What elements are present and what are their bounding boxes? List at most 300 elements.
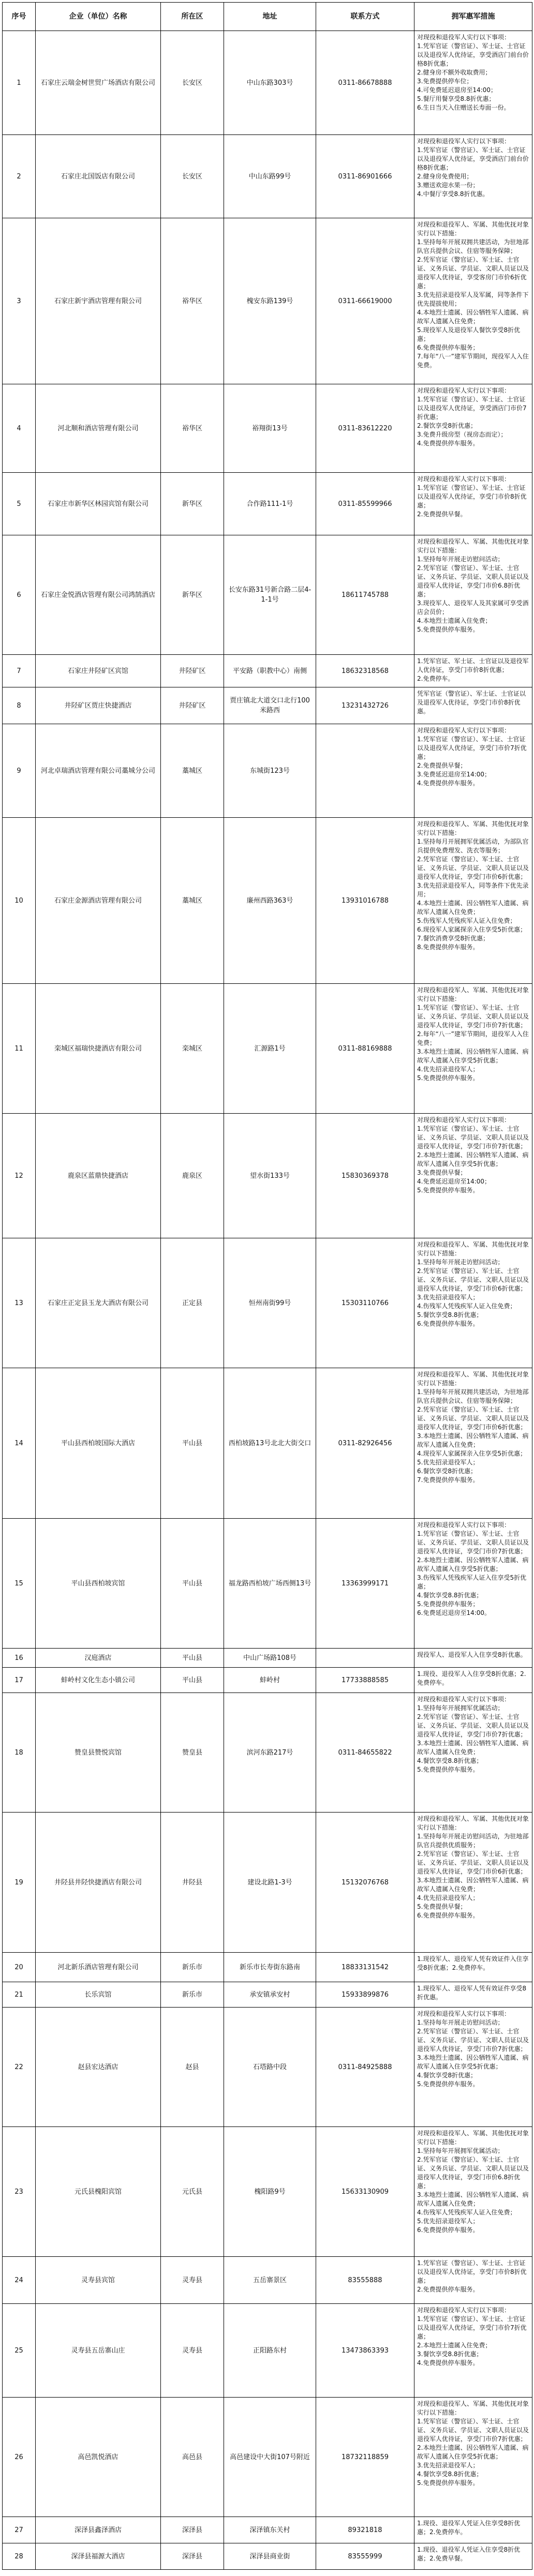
measure-item: 对现役和退役军人实行以下事项： (417, 1696, 511, 1703)
company-name: 平山县西柏坡宾馆 (71, 1579, 125, 1587)
contact-phone: 13473863393 (342, 2346, 389, 2355)
measure-item: 4.免费提供停车服务。 (417, 780, 479, 787)
measures-cell (414, 2127, 532, 2257)
measure-item: 1.凭军官证（警官证）、军士证、士官证、义务兵证、学员证、文职人员证以及退役军人优待证，享受门市价7折优惠； (417, 2418, 529, 2443)
measure-item: 1.坚持每年开展拥军优属活动； (417, 2147, 504, 2154)
measure-item: 3.优先招录退役军人； (417, 2462, 479, 2469)
measure-item: 4.免费提供停车服务。 (417, 440, 479, 447)
row-number-cell (3, 1519, 36, 1649)
measure-item: 3.免费延迟退房至14:00； (417, 771, 491, 778)
address-cell (224, 2257, 316, 2304)
row-number: 20 (14, 1963, 23, 1971)
district: 裕华区 (182, 297, 202, 305)
table-row (3, 984, 532, 1114)
contact-phone-cell (316, 1114, 414, 1238)
company-name-cell (36, 2304, 161, 2398)
district: 新乐市 (182, 1990, 202, 1999)
table-row (3, 687, 532, 724)
measure-item: 5.免费提供停车服务。 (417, 2080, 479, 2088)
measures-cell (414, 535, 532, 655)
contact-phone-cell (316, 2127, 414, 2257)
table-row (3, 2127, 532, 2257)
measure-item: 4.本地烈士遗属、因公牺牲军人遗属、病故军人遗属入住免费； (417, 309, 529, 325)
district-cell (161, 384, 224, 473)
measure-item: 3.免费提供停车位； (417, 78, 473, 85)
measures-cell (414, 2008, 532, 2127)
measure-item: 4.餐饮享受8折优惠； (417, 2072, 477, 2079)
measure-item: 3.本地烈士遗属、因公牺牲军人遗属、病故军人遗属入住免费； (417, 1432, 529, 1448)
row-number-cell (3, 655, 36, 687)
measures-list (414, 384, 532, 472)
measure-item: 4.现役军人家属探亲入住享受5折优惠； (417, 1450, 527, 1457)
address: 廉州西路363号 (246, 896, 293, 905)
measures-cell (414, 1649, 532, 1668)
address-cell (224, 724, 316, 818)
measures-list (414, 1982, 532, 2007)
measures-cell (414, 1813, 532, 1953)
address: 石塔路中段 (253, 2063, 287, 2071)
measures-list (414, 2543, 532, 2569)
address: 高邑建设中大街107号附近 (230, 2453, 310, 2461)
measure-item: 凭军官证（警官证）、军士证、士官证以及退役军人优待证，享受门市价8折优惠。 (417, 690, 526, 715)
measure-item: 5.免费提供停车服务。 (417, 2479, 479, 2487)
measure-item: 4.餐饮享受8.8折优惠； (417, 1592, 483, 1599)
table-header (3, 3, 532, 31)
measure-item: 对现役和退役军人、军属、其他优抚对象实行以下措施： (417, 2400, 529, 2416)
address-cell (224, 218, 316, 384)
address-cell (224, 655, 316, 687)
measures-cell (414, 135, 532, 218)
company-name-cell (36, 818, 161, 984)
measure-item: 6.现役军人家属探亲入住享受5折优惠； (417, 926, 527, 933)
address: 望水街133号 (250, 1172, 290, 1180)
contact-phone: 18732118859 (342, 2453, 389, 2461)
table-row (3, 1953, 532, 1982)
address-cell (224, 135, 316, 218)
address: 汇源路1号 (254, 1044, 286, 1053)
measure-item: 对现役和退役军人实行以下事项： (417, 727, 511, 734)
contact-phone: 15633130909 (342, 2188, 389, 2196)
district: 井陉矿区 (179, 667, 206, 675)
row-number: 7 (17, 667, 21, 675)
measures-cell (414, 655, 532, 687)
measure-item: 对现役和退役军人实行以下事项： (417, 475, 511, 483)
company-name-cell (36, 1982, 161, 2008)
measures-cell (414, 818, 532, 984)
row-number: 12 (14, 1172, 23, 1180)
header-company-cell (36, 3, 161, 31)
address: 恒州南街99号 (248, 1299, 291, 1307)
measures-cell (414, 1953, 532, 1982)
measure-item: 1.现役、退役军人入住享受8折优惠；2.免费停车。 (417, 1670, 526, 1686)
measures-list (414, 1953, 532, 1982)
measures-list (414, 31, 532, 134)
measures-list (414, 1693, 532, 1812)
measures-list (414, 2304, 532, 2397)
table-row (3, 2398, 532, 2517)
measures-cell (414, 1519, 532, 1649)
district-cell (161, 655, 224, 687)
measures-cell (414, 1982, 532, 2008)
measure-item: 对现役和退役军人实行以下事项： (417, 2307, 511, 2314)
measure-item: 1.坚持每月开展拥军优属活动，为部队官兵提供免费理发、洗衣等服务； (417, 838, 529, 854)
district-cell (161, 218, 224, 384)
measures-cell (414, 2398, 532, 2517)
measures-list (414, 655, 532, 687)
measure-item: 3.免费提供早餐； (417, 1169, 467, 1176)
row-number: 24 (14, 2276, 23, 2284)
contact-phone-cell (316, 1649, 414, 1668)
measure-item: 2.凭军官证（警官证）、军士证、士官证、义务兵证、学员证、文职人员证以及退役军人优待证，享受门市价7折优惠； (417, 2028, 529, 2053)
measure-item: 3.伤残军人凭残疾军人证入住享受5折优惠； (417, 1574, 527, 1590)
company-name-cell (36, 2257, 161, 2304)
district-cell (161, 1982, 224, 2008)
measure-item: 4.优先招录退役军人； (417, 1894, 479, 1901)
company-name-cell (36, 31, 161, 135)
address: 福龙路西柏坡广场西侧13号 (228, 1579, 312, 1587)
measure-item: 1.坚持每年开展双拥共建活动，为驻地部队官兵提供会议、住宿等服务保障； (417, 1388, 529, 1404)
row-number: 23 (14, 2188, 23, 2196)
measure-item: 2.凭军官证（警官证）、军士证、士官证、义务兵证、学员证、文职人员证以及退役军人优待证，享受门市价6折优惠； (417, 1406, 529, 1431)
measure-item: 2.凭军官证（警官证）、军士证、士官证、义务兵证、学员证、文职人员证以及退役军人优待证，享受门市价6.8折优惠； (417, 2156, 529, 2190)
company-name: 石家庄正定县玉龙大酒店有限公司 (47, 1299, 149, 1307)
address: 西柏坡路13号北北大街交口 (228, 1439, 312, 1447)
measure-item: 1.坚持每年开展走访慰问活动； (417, 556, 504, 563)
address-cell (224, 1693, 316, 1813)
measure-item: 2.凭军官证（警官证）、军士证、士官证、义务兵证、学员证、文职人员证以及退役军人优待证，享受客房门市价6折优惠； (417, 256, 529, 290)
address-cell (224, 2008, 316, 2127)
company-name-cell (36, 687, 161, 724)
measure-item: 2.本地烈士遗属、因公牺牲军人遗属、病故军人遗属入住享受5折优惠； (417, 1556, 529, 1572)
measures-cell (414, 473, 532, 535)
district: 灵寿县 (182, 2276, 202, 2284)
header-contact: 联系方式 (350, 12, 380, 21)
address: 深泽镇东关村 (249, 2526, 290, 2534)
measure-item: 5.餐厅用餐享受8.8折优惠； (417, 95, 495, 102)
measure-item: 6.生日当天入住赠送长寿面一份。 (417, 104, 510, 111)
measure-item: 5.免费提供停车服务。 (417, 1766, 479, 1773)
district-cell (161, 724, 224, 818)
row-number: 6 (17, 591, 21, 599)
measure-item: 4.本地烈士遗属入住免费； (417, 617, 492, 624)
measures-list (414, 135, 532, 218)
address-cell (224, 1114, 316, 1238)
district: 高邑县 (182, 2453, 202, 2461)
measure-item: 5.免费提供早餐； (417, 1903, 467, 1910)
contact-phone: 15303110766 (342, 1299, 389, 1307)
company-name: 河北顺和酒店管理有限公司 (57, 424, 139, 432)
company-name-cell (36, 1693, 161, 1813)
measure-item: 对现役和退役军人、军属、其他优抚对象实行以下措施： (417, 1241, 529, 1257)
row-number-cell (3, 2304, 36, 2398)
district-cell (161, 2543, 224, 2570)
address-cell (224, 2517, 316, 2543)
company-name-cell (36, 1668, 161, 1693)
district-cell (161, 535, 224, 655)
measure-item: 1.凭军官证（警官证）、军士证、士官证、义务兵证、学员证、文职人员证以及退役军人优待证，享受门市价7折优惠； (417, 1125, 529, 1150)
row-number: 26 (14, 2453, 23, 2461)
measure-item: 现役军人、退役军人入住享受8折优惠。 (417, 1651, 527, 1658)
company-name-cell (36, 384, 161, 473)
measure-item: 3.本地烈士遗属、因公牺牲军人遗属、病故军人遗属入住免费； (417, 1740, 529, 1756)
measure-item: 1.现役军人、退役军人凭有效证件入住享受8折优惠；2.免费停车。 (417, 1955, 529, 1971)
contact-phone: 17733888585 (342, 1676, 389, 1684)
table-row (3, 1668, 532, 1693)
row-number-cell (3, 1114, 36, 1238)
address: 滨河东路217号 (246, 1748, 293, 1757)
row-number: 19 (14, 1878, 23, 1886)
address: 槐阳路9号 (254, 2188, 286, 2196)
measure-item: 6.免费提供停车服务。 (417, 1912, 479, 1919)
measure-item: 2.凭军官证（警官证）、军士证、士官证、义务兵证、学员证、文职人员证以及退役军人优待证，享受门市价7折优惠； (417, 1713, 529, 1738)
row-number-cell (3, 1693, 36, 1813)
row-number: 3 (17, 297, 21, 305)
row-number: 14 (14, 1439, 23, 1447)
header-district: 所在区 (181, 12, 203, 21)
measures-cell (414, 1368, 532, 1519)
district-cell (161, 2257, 224, 2304)
district-cell (161, 473, 224, 535)
district: 新乐市 (182, 1963, 202, 1971)
table-row (3, 2257, 532, 2304)
measure-item: 4.本地烈士遗属、因公牺牲军人遗属、病故军人遗属入住免费； (417, 900, 529, 916)
company-name: 平山县西柏坡国际大酒店 (61, 1439, 135, 1447)
table-row (3, 31, 532, 135)
contact-phone: 0311-66619000 (338, 297, 392, 305)
district-cell (161, 2008, 224, 2127)
district-cell (161, 1668, 224, 1693)
address-cell (224, 1813, 316, 1953)
district-cell (161, 2398, 224, 2517)
measure-item: 1.凭军官证（警官证）、军士证、士官证以及退役军人优待证，享受门市价8折优惠； (417, 2259, 527, 2284)
header-serial-cell (3, 3, 36, 31)
row-number-cell (3, 1813, 36, 1953)
table-row (3, 1649, 532, 1668)
company-name-cell (36, 1114, 161, 1238)
row-number: 8 (17, 701, 21, 710)
measures-list (414, 1668, 532, 1693)
contact-phone-cell (316, 1813, 414, 1953)
measure-item: 1.凭军官证（警官证）、军士证、士官证以及退役军人优待证，享受酒店门前台价格8折优惠； (417, 146, 529, 171)
measures-list (414, 473, 532, 535)
measures-list (414, 2517, 532, 2543)
district-cell (161, 135, 224, 218)
district: 正定县 (182, 1299, 202, 1307)
row-number-cell (3, 818, 36, 984)
district-cell (161, 2304, 224, 2398)
district-cell (161, 984, 224, 1114)
company-name: 赞皇县赞悦宾馆 (74, 1748, 122, 1757)
row-number-cell (3, 1982, 36, 2008)
company-name: 井陉县井陉快捷酒店有限公司 (54, 1878, 142, 1886)
measures-cell (414, 724, 532, 818)
measure-item: 5.免费提供停车服务。 (417, 1074, 479, 1082)
row-number-cell (3, 724, 36, 818)
table-row (3, 724, 532, 818)
company-name: 石家庄金悦酒店管理有限公司鸿鹄酒店 (40, 591, 155, 599)
measures-list (414, 984, 532, 1113)
contact-phone-cell (316, 2257, 414, 2304)
table-row (3, 2304, 532, 2398)
row-number: 9 (17, 767, 21, 775)
row-number: 22 (14, 2063, 23, 2071)
district: 鹿泉区 (182, 1172, 202, 1180)
district: 灵寿县 (182, 2346, 202, 2355)
company-name: 灵寿县五岳寨山庄 (71, 2346, 125, 2355)
company-name: 石家庄市新华区林园宾馆有限公司 (47, 500, 149, 508)
measure-item: 1.现役军人、退役军人凭有效证件享受8折优惠。 (417, 1985, 527, 2001)
measures-cell (414, 1668, 532, 1693)
contact-phone-cell (316, 1668, 414, 1693)
contact-phone: 0311-83612220 (338, 424, 392, 432)
contact-phone: 0311-86901666 (338, 172, 392, 181)
row-number-cell (3, 1649, 36, 1668)
contact-phone-cell (316, 1693, 414, 1813)
measure-item: 2.凭军官证（警官证）、军士证、士官证、义务兵证、学员证、文职人员证以及退役军人优待证，享受门市价6折优惠； (417, 1267, 529, 1292)
measure-item: 2.餐饮享受8折优惠； (417, 422, 477, 429)
row-number-cell (3, 984, 36, 1114)
measure-item: 6.免费延迟退房至14:00。 (417, 1609, 491, 1616)
measures-list (414, 535, 532, 654)
company-name: 深泽县鑫泽酒店 (74, 2526, 122, 2534)
row-number: 5 (17, 500, 21, 508)
measures-cell (414, 1114, 532, 1238)
measures-list (414, 2008, 532, 2126)
measure-item: 6.免费提供停车服务； (417, 344, 479, 351)
contact-phone-cell (316, 818, 414, 984)
measure-item: 2.本地烈士遗属入住免费； (417, 2342, 492, 2349)
measures-list (414, 1114, 532, 1238)
district-cell (161, 818, 224, 984)
row-number-cell (3, 2398, 36, 2517)
measures-cell (414, 2304, 532, 2398)
address: 合作路111-1号 (246, 500, 293, 508)
measures-cell (414, 984, 532, 1114)
measure-item: 1.凭军官证（警官证）、军士证、士官证、义务兵证、学员证、文职人员证以及退役军人优待证，享受门市价7折优惠； (417, 1530, 529, 1555)
measures-list (414, 218, 532, 384)
row-number: 21 (14, 1990, 23, 1999)
measure-item: 2.凭军官证（警官证）、军士证、士官证、义务兵证、学员证、文职人员证以及退役军人优待证，享受门市价6折优惠； (417, 856, 529, 880)
district: 平山县 (182, 1654, 202, 1662)
address: 中山东路303号 (246, 79, 293, 87)
contact-phone: 0311-88169888 (338, 1044, 392, 1053)
table-row (3, 2517, 532, 2543)
company-name: 灵寿县宾馆 (81, 2276, 115, 2284)
header-company-name: 企业（单位）名称 (69, 12, 127, 21)
measure-item: 5.餐饮享受8.8折优惠； (417, 1311, 483, 1319)
company-name-cell (36, 1813, 161, 1953)
address: 建设北路1-3号 (247, 1878, 292, 1886)
table-row (3, 384, 532, 473)
measure-item: 3.本地烈士遗属、因公牺牲军人遗属、病故军人遗属入住免费； (417, 2191, 529, 2207)
company-name-cell (36, 535, 161, 655)
row-number-cell (3, 2543, 36, 2570)
measure-item: 4.餐饮享受8.8折优惠； (417, 1757, 483, 1764)
company-name: 高邑凯悦酒店 (78, 2453, 118, 2461)
row-number-cell (3, 1668, 36, 1693)
measure-item: 3.餐饮享受8.8折优惠； (417, 2350, 483, 2358)
measure-item: 3.优先招录退役军人及军属，同等条件下优先提拔使用； (417, 291, 529, 307)
row-number: 28 (14, 2552, 23, 2560)
table-row (3, 1693, 532, 1813)
measures-cell (414, 2517, 532, 2543)
company-name-cell (36, 135, 161, 218)
contact-phone: 18833131542 (342, 1963, 389, 1971)
contact-phone: 18632318568 (342, 667, 389, 675)
table-body (3, 31, 532, 2570)
measure-item: 4.中餐厅享受8.8折优惠。 (417, 190, 489, 198)
measure-item: 2.免费提供早餐。 (417, 511, 467, 518)
row-number-cell (3, 2008, 36, 2127)
measures-cell (414, 31, 532, 135)
address-cell (224, 2543, 316, 2570)
measures-list (414, 687, 532, 724)
district: 平山县 (182, 1439, 202, 1447)
district-cell (161, 1238, 224, 1368)
measures-cell (414, 2257, 532, 2304)
district: 平山县 (182, 1579, 202, 1587)
row-number-cell (3, 31, 36, 135)
table-row (3, 818, 532, 984)
district: 井陉县 (182, 1878, 202, 1886)
contact-phone-cell (316, 724, 414, 818)
address-cell (224, 1982, 316, 2008)
measure-item: 1.现役、退役军人凭证入住享受8折优惠；2.免费停车。 (417, 2520, 521, 2536)
measure-item: 2.每年“八一”建军节期间，退役军人入住免费； (417, 1030, 529, 1046)
measure-item: 5.伤残军人凭残疾军人证入住免费； (417, 917, 516, 924)
address: 承安镇承安村 (249, 1990, 290, 1999)
company-name-cell (36, 655, 161, 687)
row-number-cell (3, 2517, 36, 2543)
measure-item: 5.免费提供停车服务； (417, 1600, 479, 1608)
address-cell (224, 984, 316, 1114)
row-number: 25 (14, 2346, 23, 2355)
company-name-cell (36, 1519, 161, 1649)
header-district-cell (161, 3, 224, 31)
measure-item: 对现役和退役军人、军属、其他优抚对象实行以下措施： (417, 538, 529, 554)
row-number-cell (3, 687, 36, 724)
measure-item: 对现役和退役军人实行以下事项： (417, 2010, 511, 2017)
preferential-measures-table (2, 2, 532, 2570)
measure-item: 7.每年“八一”建军节期间，现役军人入住免费。 (417, 353, 529, 369)
measure-item: 7.餐饮消费享受8折优惠； (417, 935, 490, 942)
address-cell (224, 31, 316, 135)
address: 平安路（职教中心）南侧 (232, 667, 307, 675)
company-name: 栾城区福瑞快捷酒店有限公司 (54, 1044, 142, 1053)
table-row (3, 473, 532, 535)
measure-item: 6.免费提供停车服务。 (417, 2226, 479, 2234)
measure-item: 4.免费提供停车服务。 (417, 2359, 479, 2367)
contact-phone: 0311-84655822 (338, 1748, 392, 1757)
measures-list (414, 2398, 532, 2517)
measures-cell (414, 2543, 532, 2570)
contact-phone-cell (316, 2543, 414, 2570)
table-row (3, 1114, 532, 1238)
header-address: 地址 (262, 12, 277, 21)
measure-item: 2.本地烈士遗属、因公牺牲军人遗属、病故军人遗属入住享受5折优惠； (417, 1151, 529, 1167)
address-cell (224, 1953, 316, 1982)
contact-phone: 0311-85599966 (338, 500, 392, 508)
address-cell (224, 473, 316, 535)
row-number-cell (3, 1368, 36, 1519)
company-name: 元氏县槐阳宾馆 (74, 2188, 122, 2196)
contact-phone (316, 724, 414, 817)
district: 元氏县 (182, 2188, 202, 2196)
measure-item: 4.免费延迟退房至14:00； (417, 1178, 491, 1185)
contact-phone: 13931016788 (342, 896, 389, 905)
row-number-cell (3, 1953, 36, 1982)
measure-item: 2.凭军官证（警官证）、军士证、士官证、义务兵证、学员证、文职人员证以及退役军人优待证，享受门市价6.8折优惠； (417, 564, 529, 598)
